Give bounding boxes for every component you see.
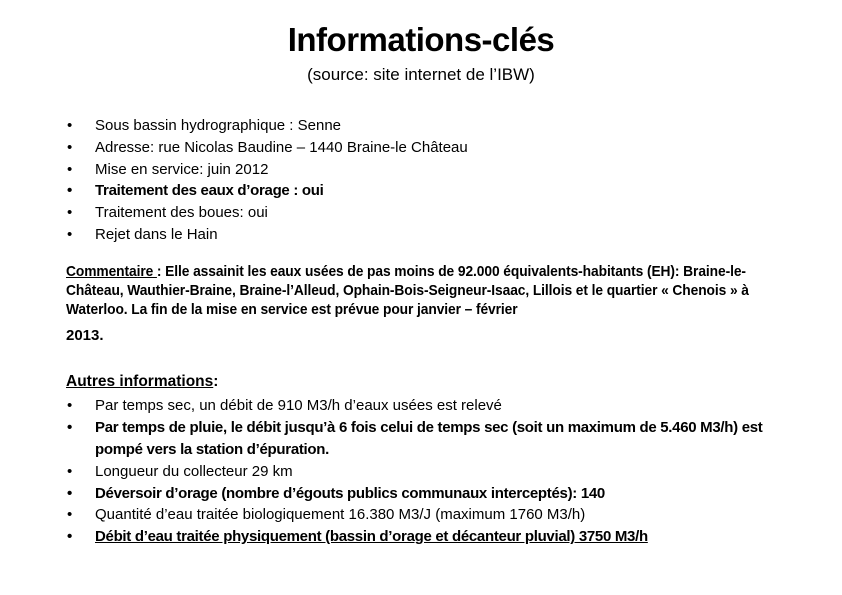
slide-title: Informations-clés [287,21,555,58]
bullet-item [66,137,812,159]
other-info-heading-label: Autres informations [66,373,214,391]
bullet-item [66,526,812,548]
bullet-item-text: Adresse: rue Nicolas Baudine – 1440 Braine-le Château [95,138,468,156]
bullet-item [66,159,812,181]
facts-list [0,115,842,246]
bullet-item-text: Débit d’eau traitée physiquement (bassin d’orage et décanteur pluvial) 3750 M3/h [95,528,648,546]
other-info-list [0,395,842,548]
bullet-item-text: Sous bassin hydrographique : Senne [95,117,342,134]
commentary-text: : Elle assainit les eaux usées de pas moins de 92.000 équivalents-habitants (EH): Braine-le-Château, Wauthier-Braine, Braine-l’Alleud, Ophain-Bois-Seigneur-Isaac, Lillois et le quartier « Chenois » à Waterloo. La fin de la mise en service est prévue pour janvier – février [66,262,749,319]
bullet-item [66,417,812,461]
other-info-heading-colon: : [213,373,219,391]
bullet-item [66,180,812,202]
bullet-item [66,202,812,224]
bullet-item-text: Mise en service: juin 2012 [95,160,269,178]
commentary-year-line: 2013. [66,327,104,345]
bullet-item-text: Rejet dans le Hain [95,225,218,243]
bullet-item [66,115,812,137]
bullet-item [66,395,812,417]
slide-subtitle: (source: site internet de l’IBW) [307,65,535,84]
bullet-item-text: Traitement des boues: oui [95,204,268,222]
commentary-label: Commentaire [66,262,157,280]
bullet-item-text: Quantité d’eau traitée biologiquement 16.380 M3/J (maximum 1760 M3/h) [95,506,586,524]
bullet-item-text: Déversoir d’orage (nombre d’égouts publics communaux interceptés): 140 [95,484,605,502]
other-info-heading [66,371,842,392]
commentary-paragraph [66,262,779,320]
bullet-item [66,504,812,526]
bullet-item-text: Par temps de pluie, le débit jusqu’à 6 fois celui de temps sec (soit un maximum de 5.460 M3/h) est pompé vers la station d’épuration. [95,419,763,458]
bullet-item-text: Longueur du collecteur 29 km [95,462,293,480]
bullet-item [66,224,812,246]
bullet-item [66,483,812,505]
bullet-item-text: Traitement des eaux d’orage : oui [95,182,324,200]
bullet-item [66,461,812,483]
bullet-item-text: Par temps sec, un débit de 910 M3/h d’eaux usées est relevé [95,397,502,415]
